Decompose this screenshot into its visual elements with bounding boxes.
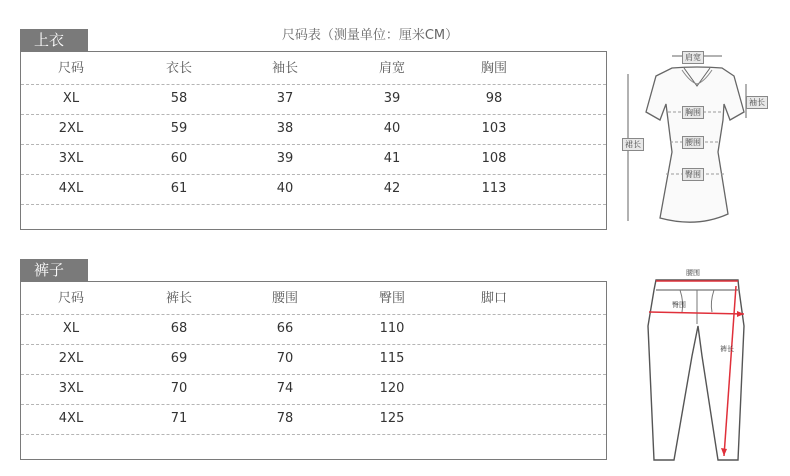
cell-size: 3XL — [58, 151, 84, 166]
cell-hip: 115 — [379, 351, 405, 366]
cell-hem — [464, 344, 524, 374]
cell-chest: 103 — [481, 121, 507, 136]
cell-hip: 110 — [379, 321, 405, 336]
cell-waist: 66 — [276, 321, 294, 336]
cell-chest: 113 — [481, 181, 507, 196]
cell-length: 59 — [170, 121, 188, 136]
cell-shoulder: 42 — [383, 181, 401, 196]
page-title: 尺码表（测量单位：厘米CM） — [281, 28, 459, 43]
label-waist: 腰围 — [682, 136, 704, 149]
header-hem: 脚口 — [480, 291, 507, 306]
cell-length: 71 — [170, 411, 188, 426]
table-row — [21, 144, 606, 175]
cell-waist: 74 — [276, 381, 294, 396]
table-row — [21, 174, 606, 205]
cell-sleeve: 37 — [276, 91, 294, 106]
label-hip: 臀围 — [682, 168, 704, 181]
cell-length: 70 — [170, 381, 188, 396]
cell-length: 60 — [170, 151, 188, 166]
header-shoulder: 肩宽 — [378, 61, 405, 76]
cell-shoulder: 39 — [383, 91, 401, 106]
label-pants-length: 裤长 — [720, 345, 734, 353]
cell-length: 69 — [170, 351, 188, 366]
cell-size: 2XL — [58, 351, 84, 366]
cell-size: 3XL — [58, 381, 84, 396]
pants-tag: 裤子 — [20, 259, 88, 281]
cell-chest: 108 — [481, 151, 507, 166]
cell-sleeve: 39 — [276, 151, 294, 166]
tops-size-table — [20, 51, 607, 230]
cell-length: 61 — [170, 181, 188, 196]
cell-hip: 125 — [379, 411, 405, 426]
header-sleeve: 袖长 — [271, 61, 298, 76]
pants-measurement-figure — [640, 266, 752, 466]
table-row — [21, 114, 606, 145]
table-header-row — [21, 54, 606, 85]
table-row — [21, 374, 606, 405]
cell-hem — [464, 314, 524, 344]
cell-length: 68 — [170, 321, 188, 336]
cell-size: XL — [62, 91, 80, 106]
table-row — [21, 84, 606, 115]
table-row — [21, 404, 606, 435]
header-length: 裤长 — [165, 291, 192, 306]
cell-size: 4XL — [58, 181, 84, 196]
header-size: 尺码 — [57, 61, 84, 76]
cell-hem — [464, 404, 524, 434]
cell-waist: 70 — [276, 351, 294, 366]
cell-hip: 120 — [379, 381, 405, 396]
cell-sleeve: 38 — [276, 121, 294, 136]
cell-chest: 98 — [485, 91, 503, 106]
header-hip: 臀围 — [378, 291, 405, 306]
table-header-row — [21, 284, 606, 315]
label-chest: 胸围 — [682, 106, 704, 119]
cell-waist: 78 — [276, 411, 294, 426]
cell-shoulder: 41 — [383, 151, 401, 166]
table-row — [21, 344, 606, 375]
pants-size-table — [20, 281, 607, 460]
cell-hem — [464, 374, 524, 404]
cell-size: 4XL — [58, 411, 84, 426]
cell-sleeve: 40 — [276, 181, 294, 196]
pants-outline-icon — [640, 266, 752, 466]
header-waist: 腰围 — [271, 291, 298, 306]
label-pants-hip: 臀围 — [672, 301, 686, 309]
cell-size: XL — [62, 321, 80, 336]
cell-length: 58 — [170, 91, 188, 106]
label-pants-waist: 腰围 — [686, 269, 700, 277]
header-length: 衣长 — [165, 61, 192, 76]
cell-size: 2XL — [58, 121, 84, 136]
header-chest: 胸围 — [480, 61, 507, 76]
label-length: 裙长 — [622, 138, 644, 151]
header-size: 尺码 — [57, 291, 84, 306]
cell-shoulder: 40 — [383, 121, 401, 136]
table-row — [21, 314, 606, 345]
dress-measurement-figure — [620, 46, 780, 231]
label-sleeve: 袖长 — [746, 96, 768, 109]
tops-tag: 上衣 — [20, 29, 88, 51]
label-shoulder: 肩宽 — [682, 51, 704, 64]
